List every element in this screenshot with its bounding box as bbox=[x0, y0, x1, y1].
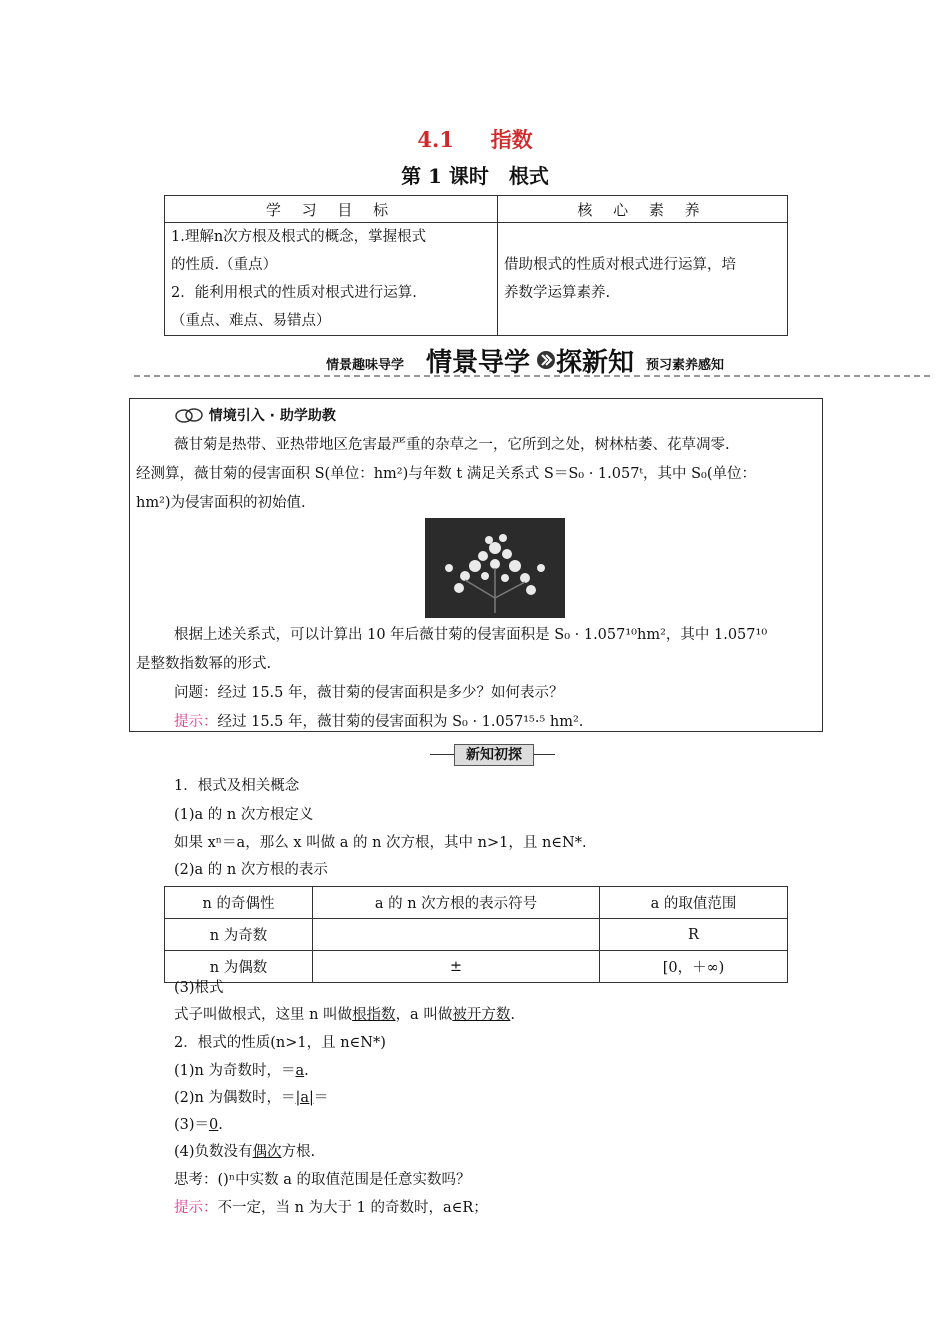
underlined-term: |a| bbox=[295, 1090, 314, 1106]
text-fragment: . bbox=[304, 1063, 309, 1079]
nk-line bbox=[174, 1001, 515, 1030]
intro-line: hm²)为侵害面积的初始值. bbox=[136, 495, 306, 511]
intro-line: 是整数指数幂的形式. bbox=[136, 656, 272, 672]
goals-table bbox=[164, 195, 788, 336]
goal-line: （重点、难点、易错点） bbox=[171, 313, 331, 329]
goal-line: 2．能利用根式的性质对根式进行运算. bbox=[171, 285, 417, 301]
table-cell: n 为偶数 bbox=[165, 951, 313, 983]
literacy-cell bbox=[498, 223, 788, 336]
nk-line bbox=[174, 1138, 315, 1167]
nk-line: 思考：()ⁿ中实数 a 的取值范围是任意实数吗？ bbox=[174, 1172, 471, 1188]
underlined-term: 根指数 bbox=[352, 1007, 396, 1023]
double-chevron-icon bbox=[536, 350, 556, 370]
flower-image bbox=[425, 518, 565, 618]
nk-line: 1．根式及相关概念 bbox=[174, 778, 300, 794]
literacy-line: 养数学运算素养. bbox=[504, 285, 611, 301]
underlined-term: 0 bbox=[209, 1117, 219, 1133]
intro-box bbox=[129, 398, 823, 732]
table-row bbox=[165, 951, 788, 983]
section-banner bbox=[134, 342, 930, 378]
section-title bbox=[0, 124, 950, 154]
nk-hint bbox=[174, 1194, 488, 1223]
intro-line: 薇甘菊是热带、亚热带地区危害最严重的杂草之一，它所到之处，树林枯萎、花草凋零. bbox=[174, 437, 730, 453]
nk-line: (1)a 的 n 次方根定义 bbox=[174, 807, 314, 823]
underlined-term: a bbox=[295, 1063, 305, 1079]
text-fragment: ，a 叫做 bbox=[395, 1007, 453, 1023]
intro-line: 根据上述关系式，可以计算出 10 年后薇甘菊的侵害面积是 S₀ · 1.057¹⁰hm²，其中 1.057¹⁰ bbox=[174, 627, 768, 643]
literacy-header: 核 心 素 养 bbox=[498, 196, 788, 223]
heading-text: 新知初探 bbox=[466, 747, 522, 763]
goals-cell bbox=[165, 223, 498, 336]
table-header: a 的取值范围 bbox=[600, 887, 788, 919]
hint-label: 提示： bbox=[174, 714, 218, 730]
banner-left-text: 情景趣味导学 bbox=[326, 358, 405, 373]
text-fragment: (1)n 为奇数时，＝ bbox=[174, 1063, 296, 1079]
hint-text: 经过 15.5 年，薇甘菊的侵害面积为 S₀ · 1.057¹⁵·⁵ hm². bbox=[217, 714, 584, 730]
banner-title-a: 情景导学 bbox=[426, 348, 531, 378]
table-cell: R bbox=[600, 919, 788, 951]
flower-photo bbox=[425, 518, 565, 618]
nk-line bbox=[174, 1057, 309, 1086]
hint-label: 提示： bbox=[174, 1200, 218, 1216]
literacy-line: 借助根式的性质对根式进行运算，培 bbox=[504, 257, 736, 273]
hint-text: 不一定，当 n 为大于 1 的奇数时，a∈R； bbox=[217, 1200, 488, 1216]
nk-line bbox=[174, 1111, 223, 1140]
hands-icon bbox=[174, 406, 204, 424]
nk-line: 如果 xⁿ＝a，那么 x 叫做 a 的 n 次方根，其中 n>1，且 n∈N*. bbox=[174, 835, 587, 851]
text-fragment: (4)负数没有 bbox=[174, 1144, 253, 1160]
section-name: 指数 bbox=[490, 127, 533, 152]
table-cell: n 为奇数 bbox=[165, 919, 313, 951]
table-cell: [0，＋∞) bbox=[600, 951, 788, 983]
nk-line: (2)a 的 n 次方根的表示 bbox=[174, 862, 328, 878]
goal-line: 1.理解n次方根及根式的概念，掌握根式 bbox=[171, 229, 427, 245]
table-cell bbox=[313, 919, 600, 951]
table-header: a 的 n 次方根的表示符号 bbox=[313, 887, 600, 919]
lesson-title: 第 1 课时 根式 bbox=[401, 164, 549, 188]
table-row bbox=[165, 919, 788, 951]
goal-line: 的性质.（重点） bbox=[171, 257, 278, 273]
goals-header: 学 习 目 标 bbox=[165, 196, 498, 223]
nk-line: 2．根式的性质(n>1，且 n∈N*) bbox=[174, 1035, 386, 1051]
text-fragment: 方根. bbox=[281, 1144, 316, 1160]
banner-divider bbox=[134, 375, 930, 377]
intro-hint bbox=[174, 708, 583, 737]
text-fragment: (2)n 为偶数时，＝ bbox=[174, 1090, 296, 1106]
nk-line: (3)根式 bbox=[174, 980, 224, 996]
banner-right-text: 预习素养感知 bbox=[646, 358, 725, 373]
text-fragment: 式子叫做根式，这里 n 叫做 bbox=[174, 1007, 353, 1023]
underlined-term: 被开方数 bbox=[452, 1007, 511, 1023]
underlined-term: 偶次 bbox=[252, 1144, 282, 1160]
intro-title: 情境引入 · 助学助教 bbox=[208, 408, 336, 424]
text-fragment: (3)＝ bbox=[174, 1117, 210, 1133]
banner-title-b: 探新知 bbox=[556, 348, 635, 378]
table-header: n 的奇偶性 bbox=[165, 887, 313, 919]
text-fragment: ＝ bbox=[313, 1090, 329, 1106]
heading-box bbox=[454, 744, 534, 766]
table-cell: ± bbox=[313, 951, 600, 983]
nk-line bbox=[174, 1084, 328, 1113]
intro-line: 经测算，薇甘菊的侵害面积 S(单位：hm²)与年数 t 满足关系式 S＝S₀ · 1.057ᵗ，其中 S₀(单位： bbox=[136, 466, 757, 482]
root-representation-table bbox=[164, 886, 788, 983]
text-fragment: . bbox=[510, 1007, 515, 1023]
section-number: 4.1 bbox=[417, 127, 454, 152]
intro-question: 问题：经过 15.5 年，薇甘菊的侵害面积是多少？如何表示？ bbox=[174, 685, 564, 701]
text-fragment: . bbox=[218, 1117, 223, 1133]
intro-heading bbox=[174, 405, 336, 425]
new-knowledge-heading bbox=[430, 742, 555, 768]
